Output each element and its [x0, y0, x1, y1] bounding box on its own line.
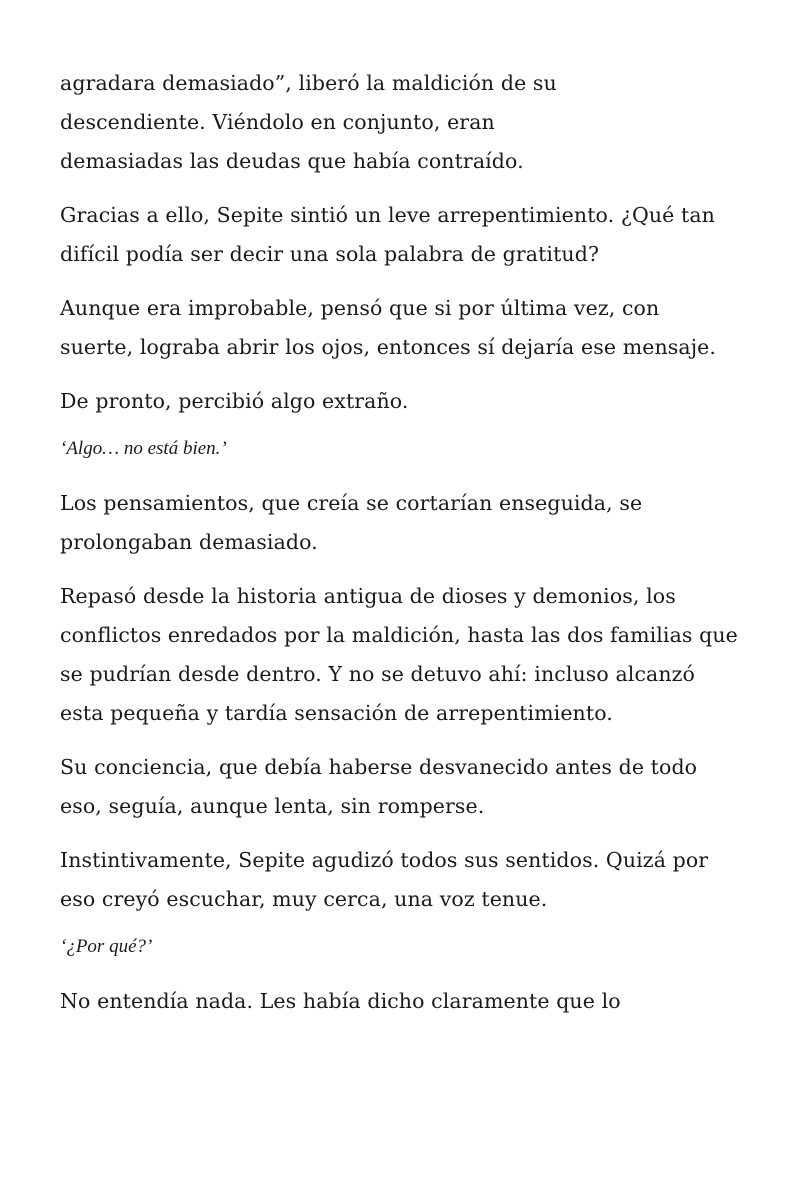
italic-thought: ‘¿Por qué?’ — [60, 936, 153, 957]
paragraph: Gracias a ello, Sepite sintió un leve arrepentimiento. ¿Qué tan difícil podía ser decir una sola palabra de gratitud? — [60, 203, 715, 266]
paragraph: Instintivamente, Sepite agudizó todos sus sentidos. Quizá por eso creyó escuchar, muy cerca, una voz tenue. — [60, 848, 709, 911]
paragraph: Aunque era improbable, pensó que si por última vez, con suerte, lograba abrir los ojos, entonces sí dejaría ese mensaje. — [60, 296, 717, 359]
paragraph: Su conciencia, que debía haberse desvanecido antes de todo eso, seguía, aunque lenta, sin romperse. — [60, 755, 698, 818]
paragraph: De pronto, percibió algo extraño. — [60, 389, 409, 413]
paragraph: Los pensamientos, que creía se cortarían enseguida, se prolongaban demasiado. — [60, 491, 643, 554]
paragraph: agradara demasiado”, liberó la maldición de su descendiente. Viéndolo en conjunto, eran demasiadas las deudas que había contraído. — [60, 71, 557, 173]
paragraph: Repasó desde la historia antigua de dioses y demonios, los conflictos enredados por la maldición, hasta las dos familias que se pudrían desde dentro. Y no se detuvo ahí: incluso alcanzó esta pequeña y tardía sensación de arrepentimiento. — [60, 584, 738, 725]
italic-thought: ‘Algo… no está bien.’ — [60, 438, 227, 459]
paragraph: No entendía nada. Les había dicho claramente que lo — [60, 989, 621, 1013]
